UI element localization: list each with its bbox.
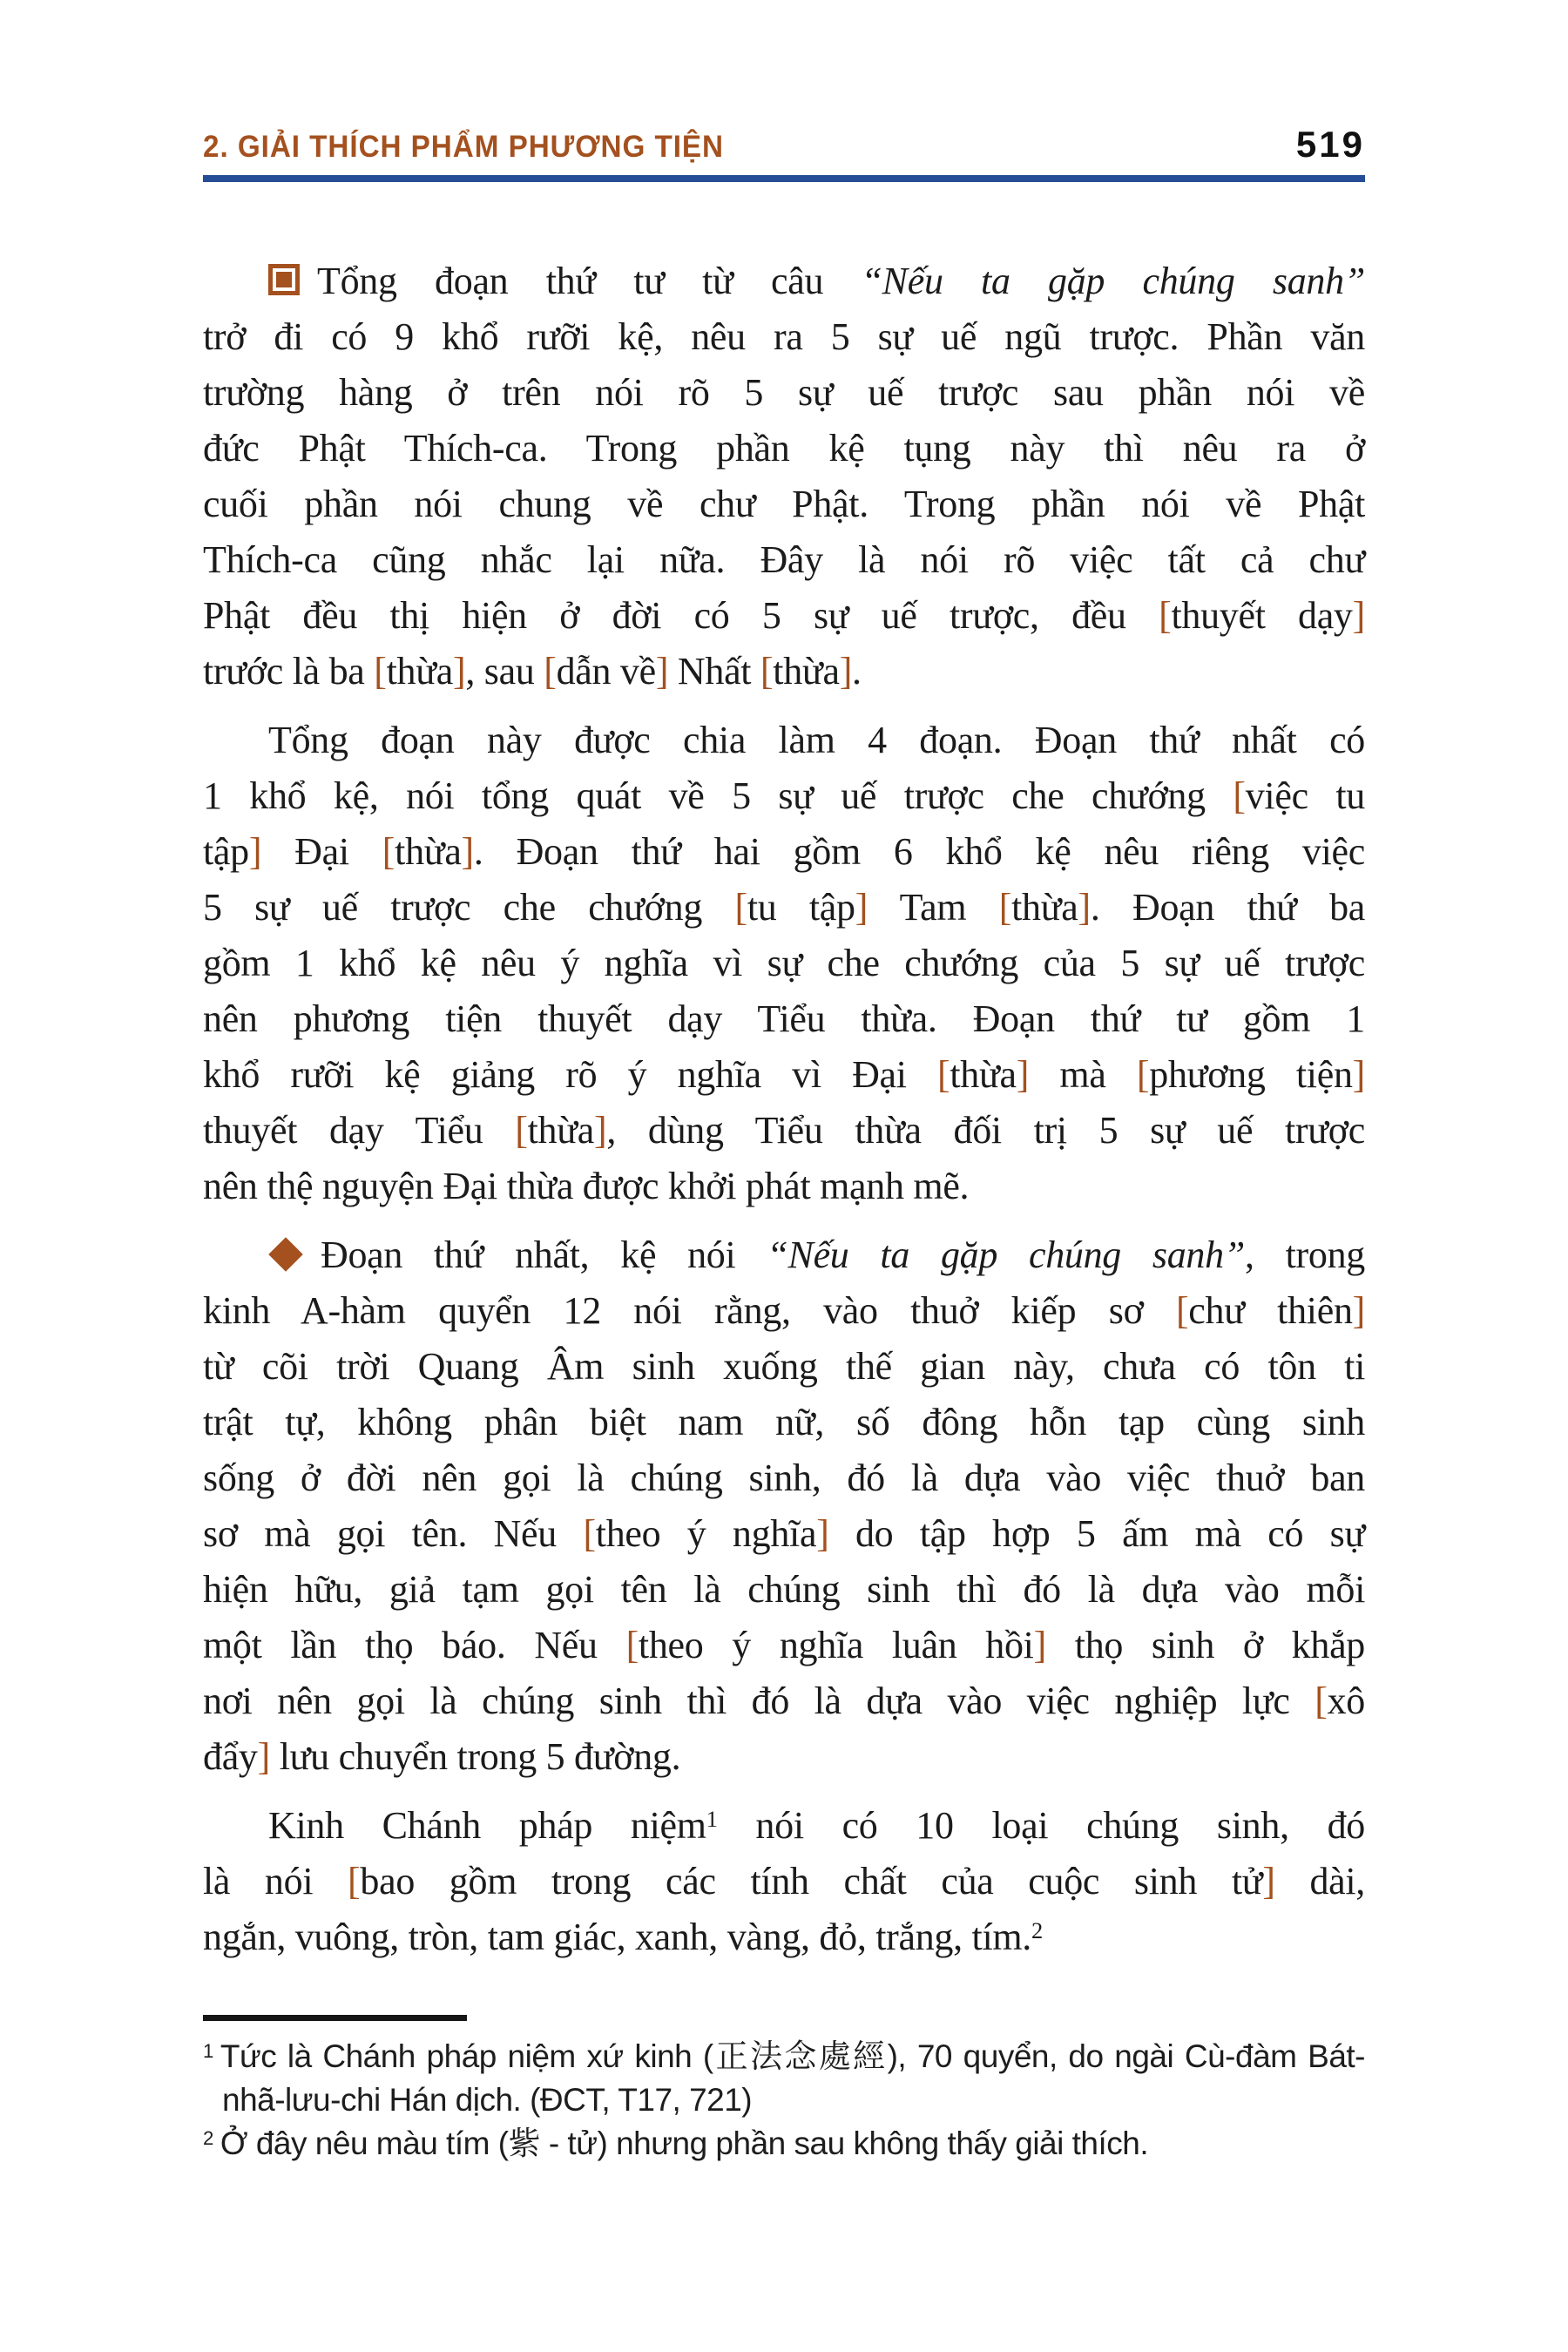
close-bracket: ] [655,650,669,693]
body-line: một lần thọ báo. Nếu [theo ý nghĩa luân hồi] thọ sinh ở khắp [203,1624,1365,1666]
body-line: nên thệ nguyện Đại thừa được khởi phát mạnh mẽ. [203,1165,970,1207]
footnote-marker: 1 [203,2039,213,2062]
paragraph [203,253,1365,700]
close-bracket: ] [248,830,262,873]
body-line: hiện hữu, giả tạm gọi tên là chúng sinh thì đó là dựa vào mỗi [203,1568,1365,1611]
paragraph [203,1227,1365,1785]
page-header [203,124,1365,182]
paragraph [203,1798,1365,1965]
open-bracket: [ [734,886,747,929]
close-bracket: ] [816,1512,829,1555]
body-line: kinh A-hàm quyển 12 nói rằng, vào thuở kiếp sơ [chư thiên] [203,1289,1366,1332]
body-line: tập] Đại [thừa]. Đoạn thứ hai gồm 6 khổ kệ nêu riêng việc [203,830,1366,873]
body-line: đẩy] lưu chuyển trong 5 đường. [203,1735,681,1778]
header-row [203,124,1365,165]
open-bracket: [ [544,650,557,693]
body-line: thuyết dạy Tiểu [thừa], dùng Tiểu thừa đối trị 5 sự uế trược [203,1109,1366,1152]
open-bracket: [ [760,650,774,693]
square-bullet-inner [276,272,292,287]
body-line: gồm 1 khổ kệ nêu ý nghĩa vì sự che chướng của 5 sự uế trược [203,942,1365,984]
body-line: trước là ba [thừa], sau [dẫn về] Nhất [thừa]. [203,650,862,693]
body-line: nơi nên gọi là chúng sinh thì đó là dựa vào việc nghiệp lực [xô [203,1680,1365,1722]
open-bracket: [ [1159,594,1172,637]
open-bracket: [ [937,1053,950,1096]
footnote [203,2122,1365,2166]
footnote-line: $^2$ Ở đây nêu màu tím (紫 - tử) nhưng phần sau không thấy giải thích. [203,2126,1149,2161]
open-bracket: [ [382,830,395,873]
open-bracket: [ [515,1109,528,1152]
close-bracket: ] [257,1735,270,1778]
footnotes [203,2035,1365,2166]
diamond-bullet-icon [268,1237,303,1272]
footnote-line: nhã-lưu-chi Hán dịch. (ĐCT, T17, 721) [222,2082,753,2118]
close-bracket: ] [855,886,868,929]
square-bullet-icon [268,264,300,295]
open-bracket: [ [348,1860,361,1903]
body-line: Phật đều thị hiện ở đời có 5 sự uế trược, đều [thuyết dạy] [203,594,1365,637]
close-bracket: ] [452,650,466,693]
close-bracket: ] [1262,1860,1275,1903]
paragraph [203,713,1365,1214]
close-bracket: ] [461,830,474,873]
footnote [203,2035,1365,2122]
body-line: từ cõi trời Quang Âm sinh xuống thế gian này, chưa có tôn ti [203,1345,1365,1388]
open-bracket: [ [998,886,1012,929]
running-title: 2. GIẢI THÍCH PHẨM PHƯƠNG TIỆN [203,130,725,164]
body-line: Kinh Chánh pháp niệm$^1$ nói có 10 loại chúng sinh, đó [268,1804,1365,1847]
open-bracket: [ [1315,1680,1328,1722]
body-line: ngắn, vuông, tròn, tam giác, xanh, vàng, đỏ, trắng, tím.$^2$ [203,1916,1043,1958]
close-bracket: ] [1078,886,1091,929]
body-line: 5 sự uế trược che chướng [tu tập] Tam [thừa]. Đoạn thứ ba [203,886,1365,929]
open-bracket: [ [374,650,387,693]
body-line: trật tự, không phân biệt nam nữ, số đông hỗn tạp cùng sinh [203,1401,1365,1443]
body-text [203,253,1365,1965]
body-line: khổ rưỡi kệ giảng rõ ý nghĩa vì Đại [thừa] mà [phương tiện] [203,1053,1365,1096]
open-bracket: [ [1175,1289,1189,1332]
close-bracket: ] [1352,1053,1365,1096]
body-line: Tổng đoạn này được chia làm 4 đoạn. Đoạn thứ nhất có [268,719,1365,761]
close-bracket: ] [1016,1053,1030,1096]
body-line: sơ mà gọi tên. Nếu [theo ý nghĩa] do tập hợp 5 ấm mà có sự [203,1512,1365,1555]
body-line: Đoạn thứ nhất, kệ nói “Nếu ta gặp chúng sanh”, trong [203,1227,1365,1283]
body-line: là nói [bao gồm trong các tính chất của cuộc sinh tử] dài, [203,1860,1365,1903]
open-bracket: [ [625,1624,639,1666]
open-bracket: [ [1136,1053,1150,1096]
body-line: trở đi có 9 khổ rưỡi kệ, nêu ra 5 sự uế ngũ trược. Phần văn [203,315,1365,358]
body-line: Tổng đoạn thứ tư từ câu “Nếu ta gặp chúng sanh” [203,253,1365,309]
footnote-marker: 2 [203,2126,213,2149]
close-bracket: ] [594,1109,607,1152]
close-bracket: ] [1352,1289,1366,1332]
body-line: sống ở đời nên gọi là chúng sinh, đó là dựa vào việc thuở ban [203,1456,1365,1499]
body-line: nên phương tiện thuyết dạy Tiểu thừa. Đoạn thứ tư gồm 1 [203,997,1365,1040]
content [203,124,1366,2166]
page-number: 519 [1295,124,1365,165]
body-line: Thích-ca cũng nhắc lại nữa. Đây là nói rõ việc tất cả chư [203,538,1365,581]
header-rule [203,175,1365,182]
footnote-line: $^1$ Tức là Chánh pháp niệm xứ kinh (正法念處經), 70 quyển, do ngài Cù-đàm Bát- [203,2038,1365,2074]
close-bracket: ] [1033,1624,1046,1666]
body-line: 1 khổ kệ, nói tổng quát về 5 sự uế trược che chướng [việc tu [203,774,1365,817]
footnote-separator [203,2015,467,2021]
open-bracket: [ [583,1512,596,1555]
close-bracket: ] [1352,594,1365,637]
open-bracket: [ [1233,774,1246,817]
close-bracket: ] [839,650,853,693]
body-line: đức Phật Thích-ca. Trong phần kệ tụng này thì nêu ra ở [203,427,1365,470]
body-line: trường hàng ở trên nói rõ 5 sự uế trược sau phần nói về [203,371,1365,414]
body-line: cuối phần nói chung về chư Phật. Trong phần nói về Phật [203,483,1365,525]
